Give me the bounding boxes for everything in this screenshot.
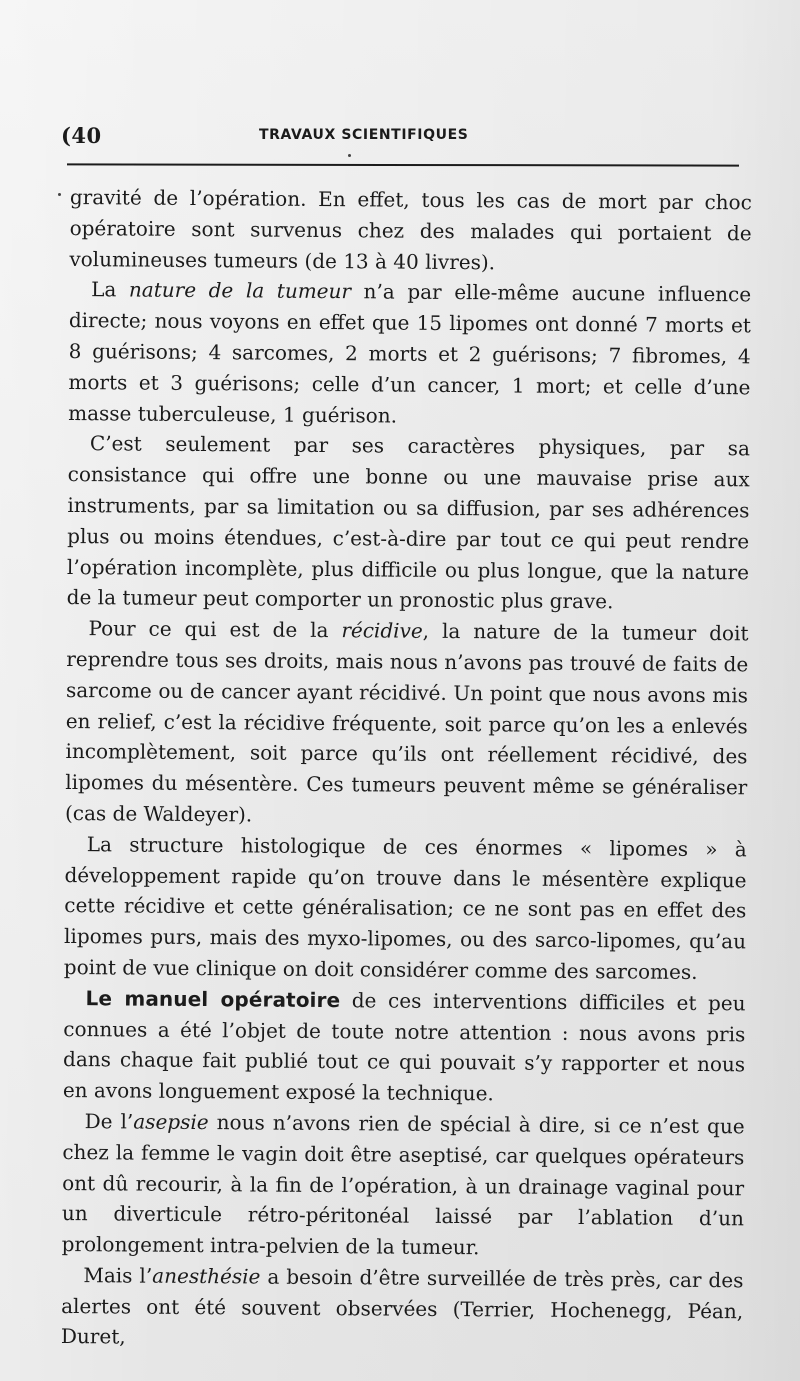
page-number: (40 — [61, 123, 102, 148]
paragraph-5 — [64, 829, 747, 988]
paragraph-2-pre: La — [91, 277, 130, 302]
header-rule — [67, 163, 739, 166]
paragraph-8-post: a besoin d’être surveillée de très près, car des alertes ont été souvent observées (Terrier, Hochenegg, Péan, Duret, — [60, 1264, 744, 1349]
running-title: TRAVAUX SCIENTIFIQUES — [259, 127, 469, 143]
paragraph-1 — [69, 182, 752, 280]
page-header — [61, 123, 739, 147]
paragraph-2-post: n’a par elle-même aucune influence directe; nous voyons en effet que 15 lipomes ont donné 7 morts et 8 guérisons; 4 sarcomes, 2 morts et 2 guérisons; 7 fibromes, 4 morts et 3 guérisons; celle d’un cancer, 1 mort; et celle d’une masse tuberculeuse, 1 guérison. — [68, 279, 752, 428]
paragraph-8 — [61, 1260, 744, 1358]
paragraph-4-pre: Pour ce qui est de la — [88, 616, 342, 643]
paragraph-8-pre: Mais l’ — [83, 1263, 153, 1288]
paragraph-8-italic: anesthésie — [152, 1263, 261, 1289]
ink-speck — [348, 154, 351, 157]
paragraph-7 — [62, 1106, 745, 1265]
ink-speck — [58, 193, 61, 196]
paragraph-1-text: gravité de l’opération. En effet, tous les cas de mort par choc opératoire sont survenus chez des malades qui portaient de volumineuses tumeurs (de 13 à 40 livres). — [69, 184, 752, 274]
paragraph-3-text: C’est seulement par ses caractères physiques, par sa consistance qui offre une bonne ou une mauvaise prise aux instruments, par sa limitation ou sa diffusion, par ses adhérences plus ou moins étendues, c’est-à-dire par tout ce qui peut rendre l’opération incomplète, plus difficile ou plus longue, que la nature de la tumeur peut comporter un pronostic plus grave. — [66, 431, 751, 614]
body-text — [61, 182, 752, 1358]
paragraph-3 — [67, 428, 750, 618]
paragraph-2 — [68, 274, 751, 433]
paragraph-2-italic: nature de la tumeur — [128, 277, 352, 304]
paragraph-4-italic: récidive — [341, 618, 423, 643]
paragraph-6 — [63, 983, 746, 1112]
paragraph-6-bold: Le manuel opératoire — [85, 985, 341, 1012]
paragraph-7-pre: De l’ — [84, 1109, 134, 1134]
paragraph-4-post: , la nature de la tumeur doit reprendre tous ses droits, mais nous n’avons pas trouvé de faits de sarcome ou de cancer ayant récidivé. Un point que nous avons mis en relief, c’est la récidive fréquente, soit parce qu’on les a enlevés incomplètement, soit parce qu’ils ont réellement récidivé, des lipomes du mésentère. Ces tumeurs peuvent même se généraliser (cas de Waldeyer). — [64, 618, 749, 827]
paragraph-4 — [65, 613, 749, 834]
paragraph-5-text: La structure histologique de ces énormes « lipomes » à développement rapide qu’on trouve dans le mésentère explique cette récidive et cette généralisation; ce ne sont pas en effet des lipomes purs, mais des myxo-lipomes, ou des sarco-lipomes, qu’au point de vue clinique on doit considérer comme des sarcomes. — [63, 831, 747, 984]
paragraph-7-italic: asepsie — [133, 1109, 209, 1135]
paragraph-6-post: de ces interventions difficiles et peu connues a été l’objet de toute notre attention : nous avons pris dans chaque fait publié tout ce qui pouvait s’y rapporter et nous en avons longuement exposé la technique. — [62, 987, 746, 1106]
paragraph-7-post: nous n’avons rien de spécial à dire, si ce n’est que chez la femme le vagin doit être aseptisé, car quelques opérateurs ont dû recourir, à la fin de l’opération, à un drainage vaginal pour un diverticule rétro-péritonéal laissé par l’ablation d’un prolongement intra-pelvien de la tumeur. — [61, 1110, 745, 1260]
